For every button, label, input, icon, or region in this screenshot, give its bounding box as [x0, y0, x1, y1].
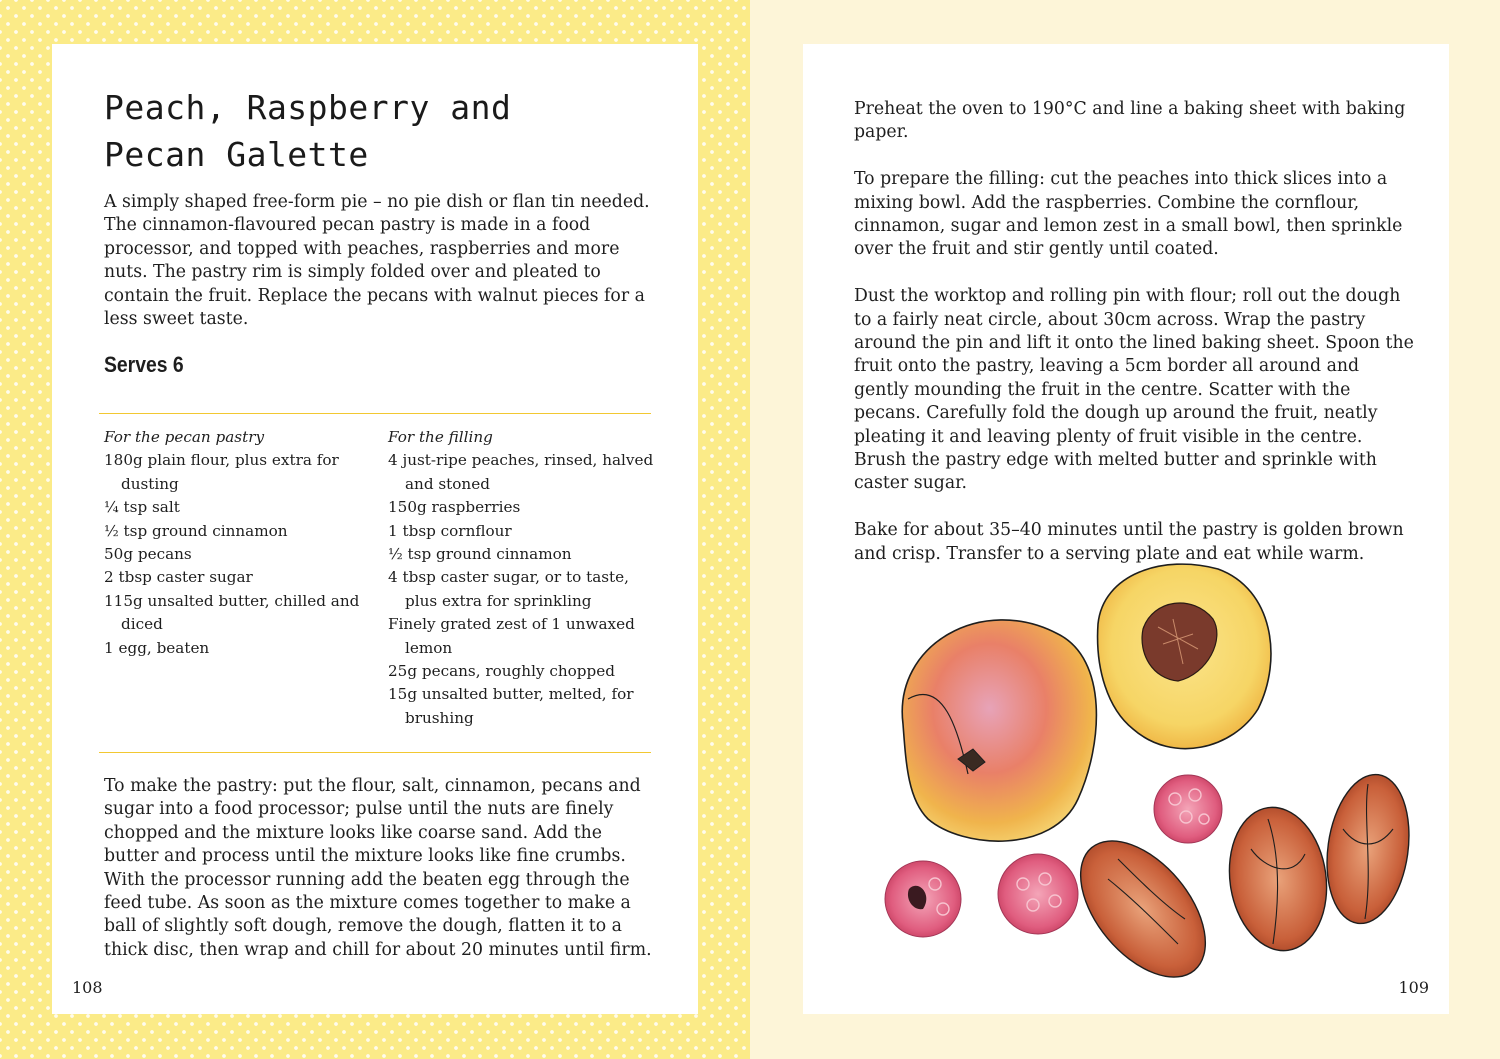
method-paragraph: Preheat the oven to 190°C and line a baking sheet with baking paper.: [854, 99, 1406, 143]
serves-heading: Serves 6: [104, 352, 184, 377]
pecan-drawing: [1318, 769, 1418, 929]
ingredient-item: 150g raspberries: [388, 498, 521, 517]
raspberry-drawing: [885, 861, 961, 937]
ingredient-item: 15g unsalted butter, melted, for brushing: [388, 685, 634, 727]
left-page: [52, 44, 698, 1014]
method-continued: [854, 98, 1414, 589]
ingredients-bottom-rule: [99, 752, 651, 753]
method-paragraph: To prepare the filling: cut the peaches into thick slices into a mixing bowl. Add the raspberries. Combine the cornflour, cinnamon, sugar and lemon zest in a small bowl, then sprinkle over the fruit and stir gently until coated.: [854, 169, 1403, 260]
ingredient-item: 115g unsalted butter, chilled and diced: [104, 591, 360, 634]
right-page: [803, 44, 1449, 1014]
ingredient-item: 1 egg, beaten: [104, 638, 210, 657]
ingredient-item: ¼ tsp salt: [104, 498, 180, 517]
ingredient-item: 25g pecans, roughly chopped: [388, 662, 615, 681]
halved-peach-drawing: [1098, 564, 1271, 748]
fruit-and-nuts-illustration: [873, 549, 1433, 989]
raspberry-drawing: [998, 854, 1078, 934]
ingredient-item: 50g pecans: [104, 545, 192, 564]
ingredient-item: 1 tbsp cornflour: [388, 521, 512, 540]
recipe-title-line-1: Peach, Raspberry and: [104, 88, 512, 127]
page-number-left: 108: [72, 978, 103, 997]
ingredient-item: 4 just-ripe peaches, rinsed, halved and stoned: [388, 451, 654, 493]
raspberry-drawing: [1154, 775, 1222, 843]
pastry-heading: For the pecan pastry: [104, 428, 265, 446]
pastry-ingredients: [104, 426, 364, 660]
ingredient-item: ½ tsp ground cinnamon: [104, 521, 288, 540]
pastry-method: To make the pastry: put the flour, salt, cinnamon, pecans and sugar into a food processor; pulse until the nuts are finely chopped and the mixture looks like coarse sand. Add the butter and process until the mixture looks like fine crumbs. With the processor running add the beaten egg through the feed tube. As soon as the mixture comes together to make a ball of slightly soft dough, remove the dough, flatten it to a thick disc, then wrap and chill for about 20 minutes until firm.: [104, 776, 652, 960]
method-paragraph: Bake for about 35–40 minutes until the pastry is golden brown and crisp. Transfer to a serving plate and eat while warm.: [854, 520, 1404, 564]
pecan-drawing: [1056, 818, 1229, 989]
ingredient-item: 180g plain flour, plus extra for dusting: [104, 451, 339, 493]
pecan-drawing: [1220, 801, 1335, 957]
ingredients-top-rule: [99, 413, 651, 414]
ingredient-item: 2 tbsp caster sugar: [104, 568, 253, 587]
filling-ingredients: [388, 426, 658, 730]
whole-peach-drawing: [902, 620, 1096, 841]
method-paragraph: Dust the worktop and rolling pin with flour; roll out the dough to a fairly neat circle, about 30cm across. Wrap the pastry around the pin and lift it onto the lined baking sheet. Spoon the fruit onto the pastry, leaving a 5cm border all around and gently mounding the fruit in the centre. Scatter with the pecans. Carefully fold the dough up around the fruit, neatly pleating it and leaving plenty of fruit visible in the centre. Brush the pastry edge with melted butter and sprinkle with caster sugar.: [854, 286, 1414, 494]
ingredient-item: ½ tsp ground cinnamon: [388, 545, 572, 564]
recipe-intro: A simply shaped free-form pie – no pie dish or flan tin needed. The cinnamon-flavoured pecan pastry is made in a food processor, and topped with peaches, raspberries and more nuts. The pastry rim is simply folded over and pleated to contain the fruit. Replace the pecans with walnut pieces for a less sweet taste.: [104, 192, 650, 330]
page-number-right: 109: [1398, 978, 1429, 997]
recipe-title-line-2: Pecan Galette: [104, 135, 369, 174]
filling-heading: For the filling: [388, 428, 493, 446]
ingredient-item: 4 tbsp caster sugar, or to taste, plus extra for sprinkling: [388, 568, 629, 610]
ingredient-item: Finely grated zest of 1 unwaxed lemon: [388, 615, 635, 657]
recipe-title: [104, 84, 604, 178]
